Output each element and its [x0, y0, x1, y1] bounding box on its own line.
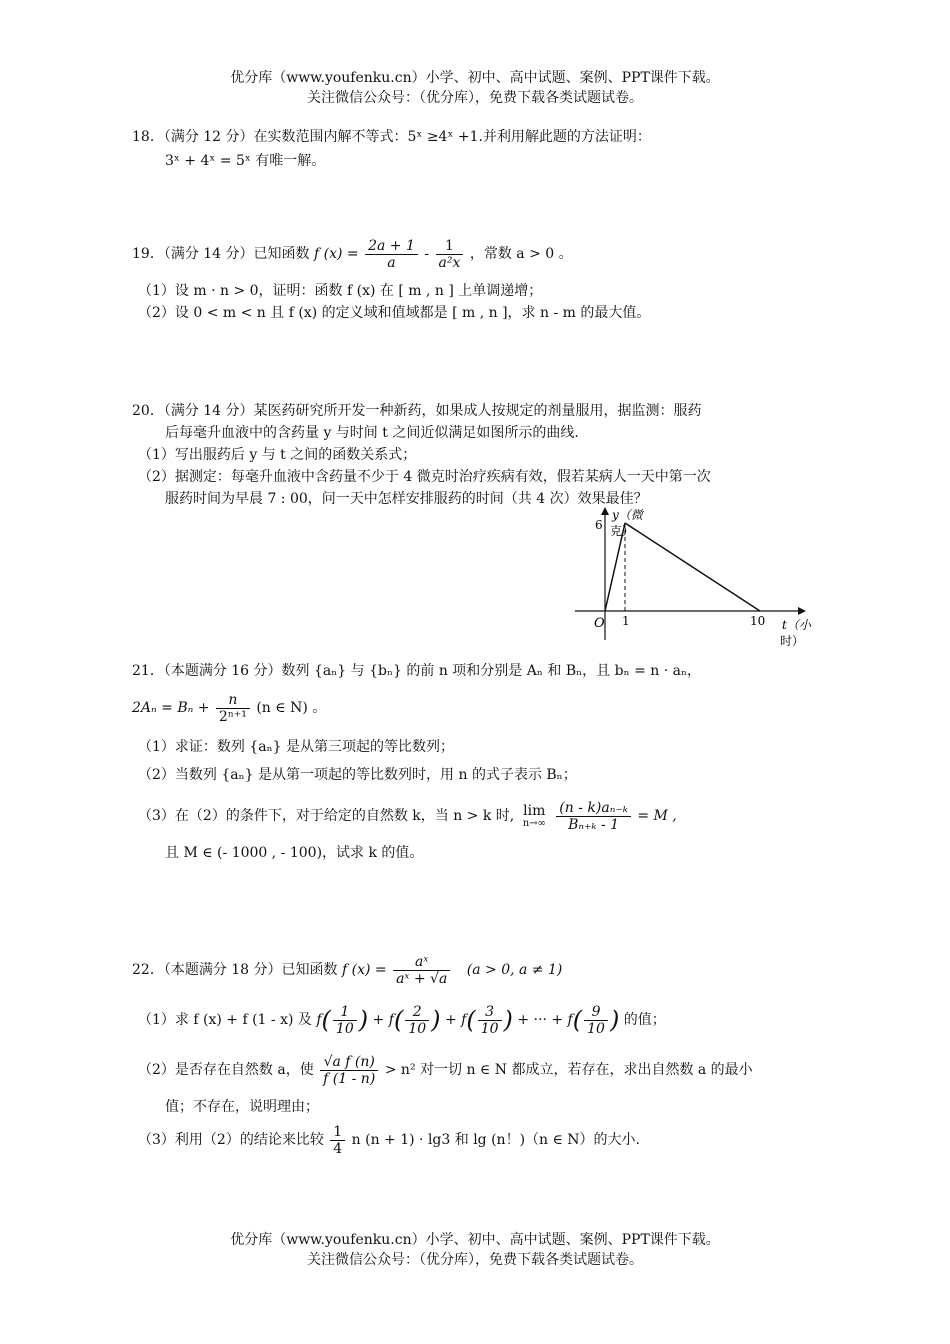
q21-line-1: 21．（本题满分 16 分）数列 {aₙ} 与 {bₙ} 的前 n 项和分别是 Aₙ 和 Bₙ，且 bₙ = n · aₙ，: [132, 663, 702, 679]
q22-p3-frac: [330, 1124, 345, 1157]
q21-part-1: （1）求证：数列 {aₙ} 是从第三项起的等比数列；: [138, 739, 455, 755]
q22-term-2-den: 10: [408, 1020, 427, 1037]
curve-fall: [625, 523, 760, 611]
q22-part-2b: 值；不存在，说明理由；: [165, 1099, 319, 1115]
q21-lim-den: Bₙ₊ₖ - 1: [568, 816, 620, 833]
header-line-1: 优分库（www.youfenku.cn）小学、初中、高中试题、案例、PPT课件下载。: [230, 70, 720, 86]
q21-lim-sub: n→∞: [522, 818, 546, 829]
q22-p3-den: 4: [333, 1140, 343, 1157]
q22-term-9: f( $\frac{9}{10}$ ): [567, 1003, 620, 1037]
q22-term-1-den: 10: [335, 1020, 354, 1037]
q20-graph: [570, 505, 840, 650]
q22-part-2: [138, 1050, 753, 1090]
y-tick-6: 6: [595, 518, 603, 532]
q22-frac: [393, 954, 450, 987]
q21-lim-num: (n - k)aₙ₋ₖ: [556, 800, 631, 817]
q18-line-1: 18．（满分 12 分）在实数范围内解不等式：5ˣ ≥4ˣ +1.并利用解此题的方法证明：: [132, 129, 651, 145]
q22-term-9-den: 10: [587, 1020, 605, 1037]
q22-term-2-num: 2: [405, 1004, 429, 1021]
q21-p3-left: （3）在（2）的条件下，对于给定的自然数 k，当 n > k 时,: [138, 808, 515, 824]
q20-line-1: 20．（满分 14 分）某医药研究所开发一种新药，如果成人按规定的剂量服用，据监测：服药: [132, 403, 702, 419]
q22-p3-left: （3）利用（2）的结论来比较: [138, 1132, 324, 1148]
q19-part-1: （1）设 m · n > 0，证明：函数 f (x) 在 [ m , n ] 上单调递增；: [138, 283, 543, 299]
q21-eq-den: 2ⁿ⁺¹: [218, 708, 247, 725]
x-label: t（小: [782, 618, 811, 632]
q19-frac-2: [436, 238, 464, 271]
origin-label: O: [594, 616, 605, 631]
q22-term-2: f( $\frac{2}{10}$ ): [388, 1003, 441, 1037]
q22-dots: + ··· +: [517, 1012, 564, 1028]
q21-lim-right: = M ,: [637, 808, 677, 824]
x-axis-arrow: [798, 607, 806, 615]
q21-lim: [523, 803, 546, 829]
q21-part-3b: 且 M ∈ (- 1000 , - 100)，试求 k 的值。: [165, 845, 424, 861]
q19-intro: 19．（满分 14 分）已知函数: [132, 246, 310, 262]
q22-p1-right: 的值；: [623, 1012, 666, 1028]
q21-lim-frac: [556, 800, 631, 833]
q21-eq-num: n: [216, 692, 250, 709]
q22-term-1-num: 1: [333, 1004, 357, 1021]
q19-frac-1-den: a: [387, 254, 396, 271]
q19-tail: ，常数 a > 0 。: [469, 246, 573, 262]
q20-part-2a: （2）据测定：每毫升血液中含药量不少于 4 微克时治疗疾病有效，假若某病人一天中第一次: [138, 469, 711, 485]
q22-p2-den: f (1 - n): [323, 1070, 376, 1087]
q22-p2-left: （2）是否存在自然数 a，使: [138, 1062, 314, 1078]
q19-frac-2-num: 1: [436, 238, 464, 255]
q22-intro: 22．（本题满分 18 分）已知函数: [132, 962, 338, 978]
q22-cond: (a > 0, a ≠ 1): [466, 962, 563, 978]
header-line-2: 关注微信公众号：（优分库），免费下载各类试题试卷。: [307, 90, 643, 106]
q21-eq-frac: [216, 692, 250, 725]
q21-eq-left: 2Aₙ = Bₙ +: [132, 700, 210, 716]
x-tick-10: 10: [750, 614, 766, 628]
q22-den: aˣ + √a: [396, 970, 448, 987]
q22-p1-left: （1）求 f (x) + f (1 - x) 及: [138, 1012, 312, 1028]
q19-frac-1: [365, 238, 418, 271]
q20-line-2: 后每毫升血液中的含药量 y 与时间 t 之间近似满足如图所示的曲线.: [165, 425, 579, 441]
q22-p2-right: > n² 对一切 n ∈ N 都成立，若存在，求出自然数 a 的最小: [384, 1062, 753, 1078]
q22-part-3: [138, 1120, 640, 1160]
y-label-2: 克）: [610, 524, 635, 538]
q22-term-3: f( $\frac{3}{10}$ ): [461, 1003, 513, 1037]
q19-stem: [132, 236, 573, 272]
q19-fx: f (x) =: [313, 246, 359, 262]
q22-p2-num: √a f (n): [320, 1054, 378, 1071]
q22-term-3-den: 10: [480, 1020, 499, 1037]
q22-term-3-num: 3: [478, 1004, 502, 1021]
x-label-2: 时）: [780, 634, 805, 648]
footer-line-1: 优分库（www.youfenku.cn）小学、初中、高中试题、案例、PPT课件下载。: [230, 1232, 720, 1248]
q22-p2-frac: [320, 1054, 378, 1087]
q19-minus: -: [424, 246, 430, 262]
footer-line-2: 关注微信公众号：（优分库），免费下载各类试题试卷。: [307, 1252, 643, 1268]
q21-equation: [132, 690, 326, 726]
q21-part-3: [138, 796, 677, 836]
q21-lim-word: lim: [523, 803, 546, 819]
q22-p3-right: n (n + 1) · lg3 和 lg (n！)（n ∈ N）的大小.: [351, 1132, 641, 1148]
q19-frac-1-num: 2a + 1: [365, 238, 418, 255]
q22-fx: f (x) =: [341, 962, 387, 978]
q21-eq-right: (n ∈ N) 。: [256, 700, 327, 716]
q20-part-1: （1）写出服药后 y 与 t 之间的函数关系式；: [138, 447, 417, 463]
q22-p3-num: 1: [330, 1124, 345, 1141]
q18-line-2: 3ˣ + 4ˣ = 5ˣ 有唯一解。: [165, 153, 326, 169]
q22-term-1: f( $\frac{1}{10}$ ): [316, 1003, 369, 1037]
q21-part-2: （2）当数列 {aₙ} 是从第一项起的等比数列时，用 n 的式子表示 Bₙ；: [138, 767, 577, 783]
q22-num: aˣ: [393, 954, 450, 971]
q20-part-2b: 服药时间为早晨 7 : 00，问一天中怎样安排服药的时间（共 4 次）效果最佳？: [165, 491, 648, 507]
y-label: y（微: [612, 508, 643, 522]
q22-stem: [132, 952, 562, 988]
x-tick-1: 1: [622, 614, 630, 628]
q22-term-9-num: 9: [584, 1004, 608, 1021]
q19-part-2: （2）设 0 < m < n 且 f (x) 的定义域和值域都是 [ m , n ]，求 n - m 的最大值。: [138, 305, 651, 321]
q22-part-1: （1）求 f (x) + f (1 - x) 及 f( $\frac{1}{10}$ ) + f( $\frac{2}{10}$ ) + f( $\frac{3}{10}$ ) + ··· + f( $\frac{9}{10}$ ) 的值；: [138, 1003, 666, 1037]
q19-frac-2-den: a²x: [438, 254, 461, 271]
y-axis-arrow: [601, 507, 609, 515]
